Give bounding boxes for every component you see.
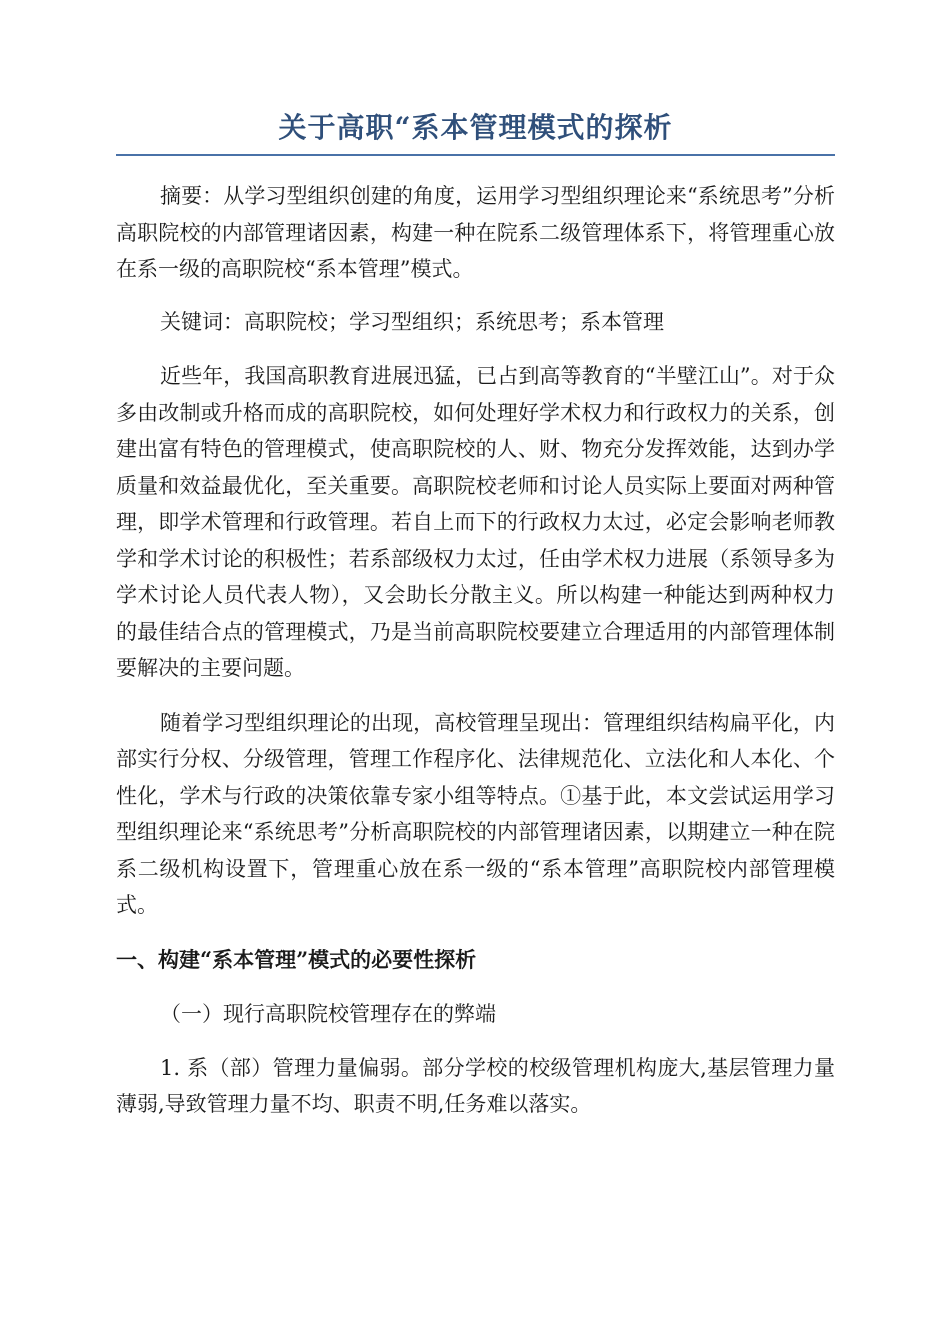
subsection-heading: （一）现行高职院校管理存在的弊端: [160, 1001, 496, 1026]
list-item: 1. 系（部）管理力量偏弱。部分学校的校级管理机构庞大,基层管理力量薄弱,导致管理力量不均、职责不明,任务难以落实。: [116, 1055, 835, 1116]
abstract-paragraph: 摘要：从学习型组织创建的角度，运用学习型组织理论来“系统思考”分析高职院校的内部管理诸因素，构建一种在院系二级管理体系下，将管理重心放在系一级的高职院校“系本管理”模式。: [116, 184, 835, 281]
body-paragraph: 随着学习型组织理论的出现，高校管理呈现出：管理组织结构扁平化，内部实行分权、分级管理，管理工作程序化、法律规范化、立法化和人本化、个性化，学术与行政的决策依靠专家小组等特点。①基于此，本文尝试运用学习型组织理论来“系统思考”分析高职院校的内部管理诸因素，以期建立一种在院系二级机构设置下，管理重心放在系一级的“系本管理”高职院校内部管理模式。: [116, 710, 835, 917]
keywords-paragraph: 关键词：高职院校；学习型组织；系统思考；系本管理: [160, 309, 664, 334]
body-paragraph: 近些年，我国高职教育进展迅猛，已占到高等教育的“半壁江山”。对于众多由改制或升格而成的高职院校，如何处理好学术权力和行政权力的关系，创建出富有特色的管理模式，使高职院校的人、财、物充分发挥效能，达到办学质量和效益最优化，至关重要。高职院校老师和讨论人员实际上要面对两种管理，即学术管理和行政管理。若自上而下的行政权力太过，必定会影响老师教学和学术讨论的积极性；若系部级权力太过，任由学术权力进展（系领导多为学术讨论人员代表人物），又会助长分散主义。所以构建一种能达到两种权力的最佳结合点的管理模式，乃是当前高职院校要建立合理适用的内部管理体制要解决的主要问题。: [116, 364, 835, 680]
document-page: [116, 108, 835, 1123]
document-title: 关于高职“系本管理模式的探析: [116, 108, 835, 156]
section-heading: 一、构建“系本管理”模式的必要性探析: [116, 946, 477, 972]
